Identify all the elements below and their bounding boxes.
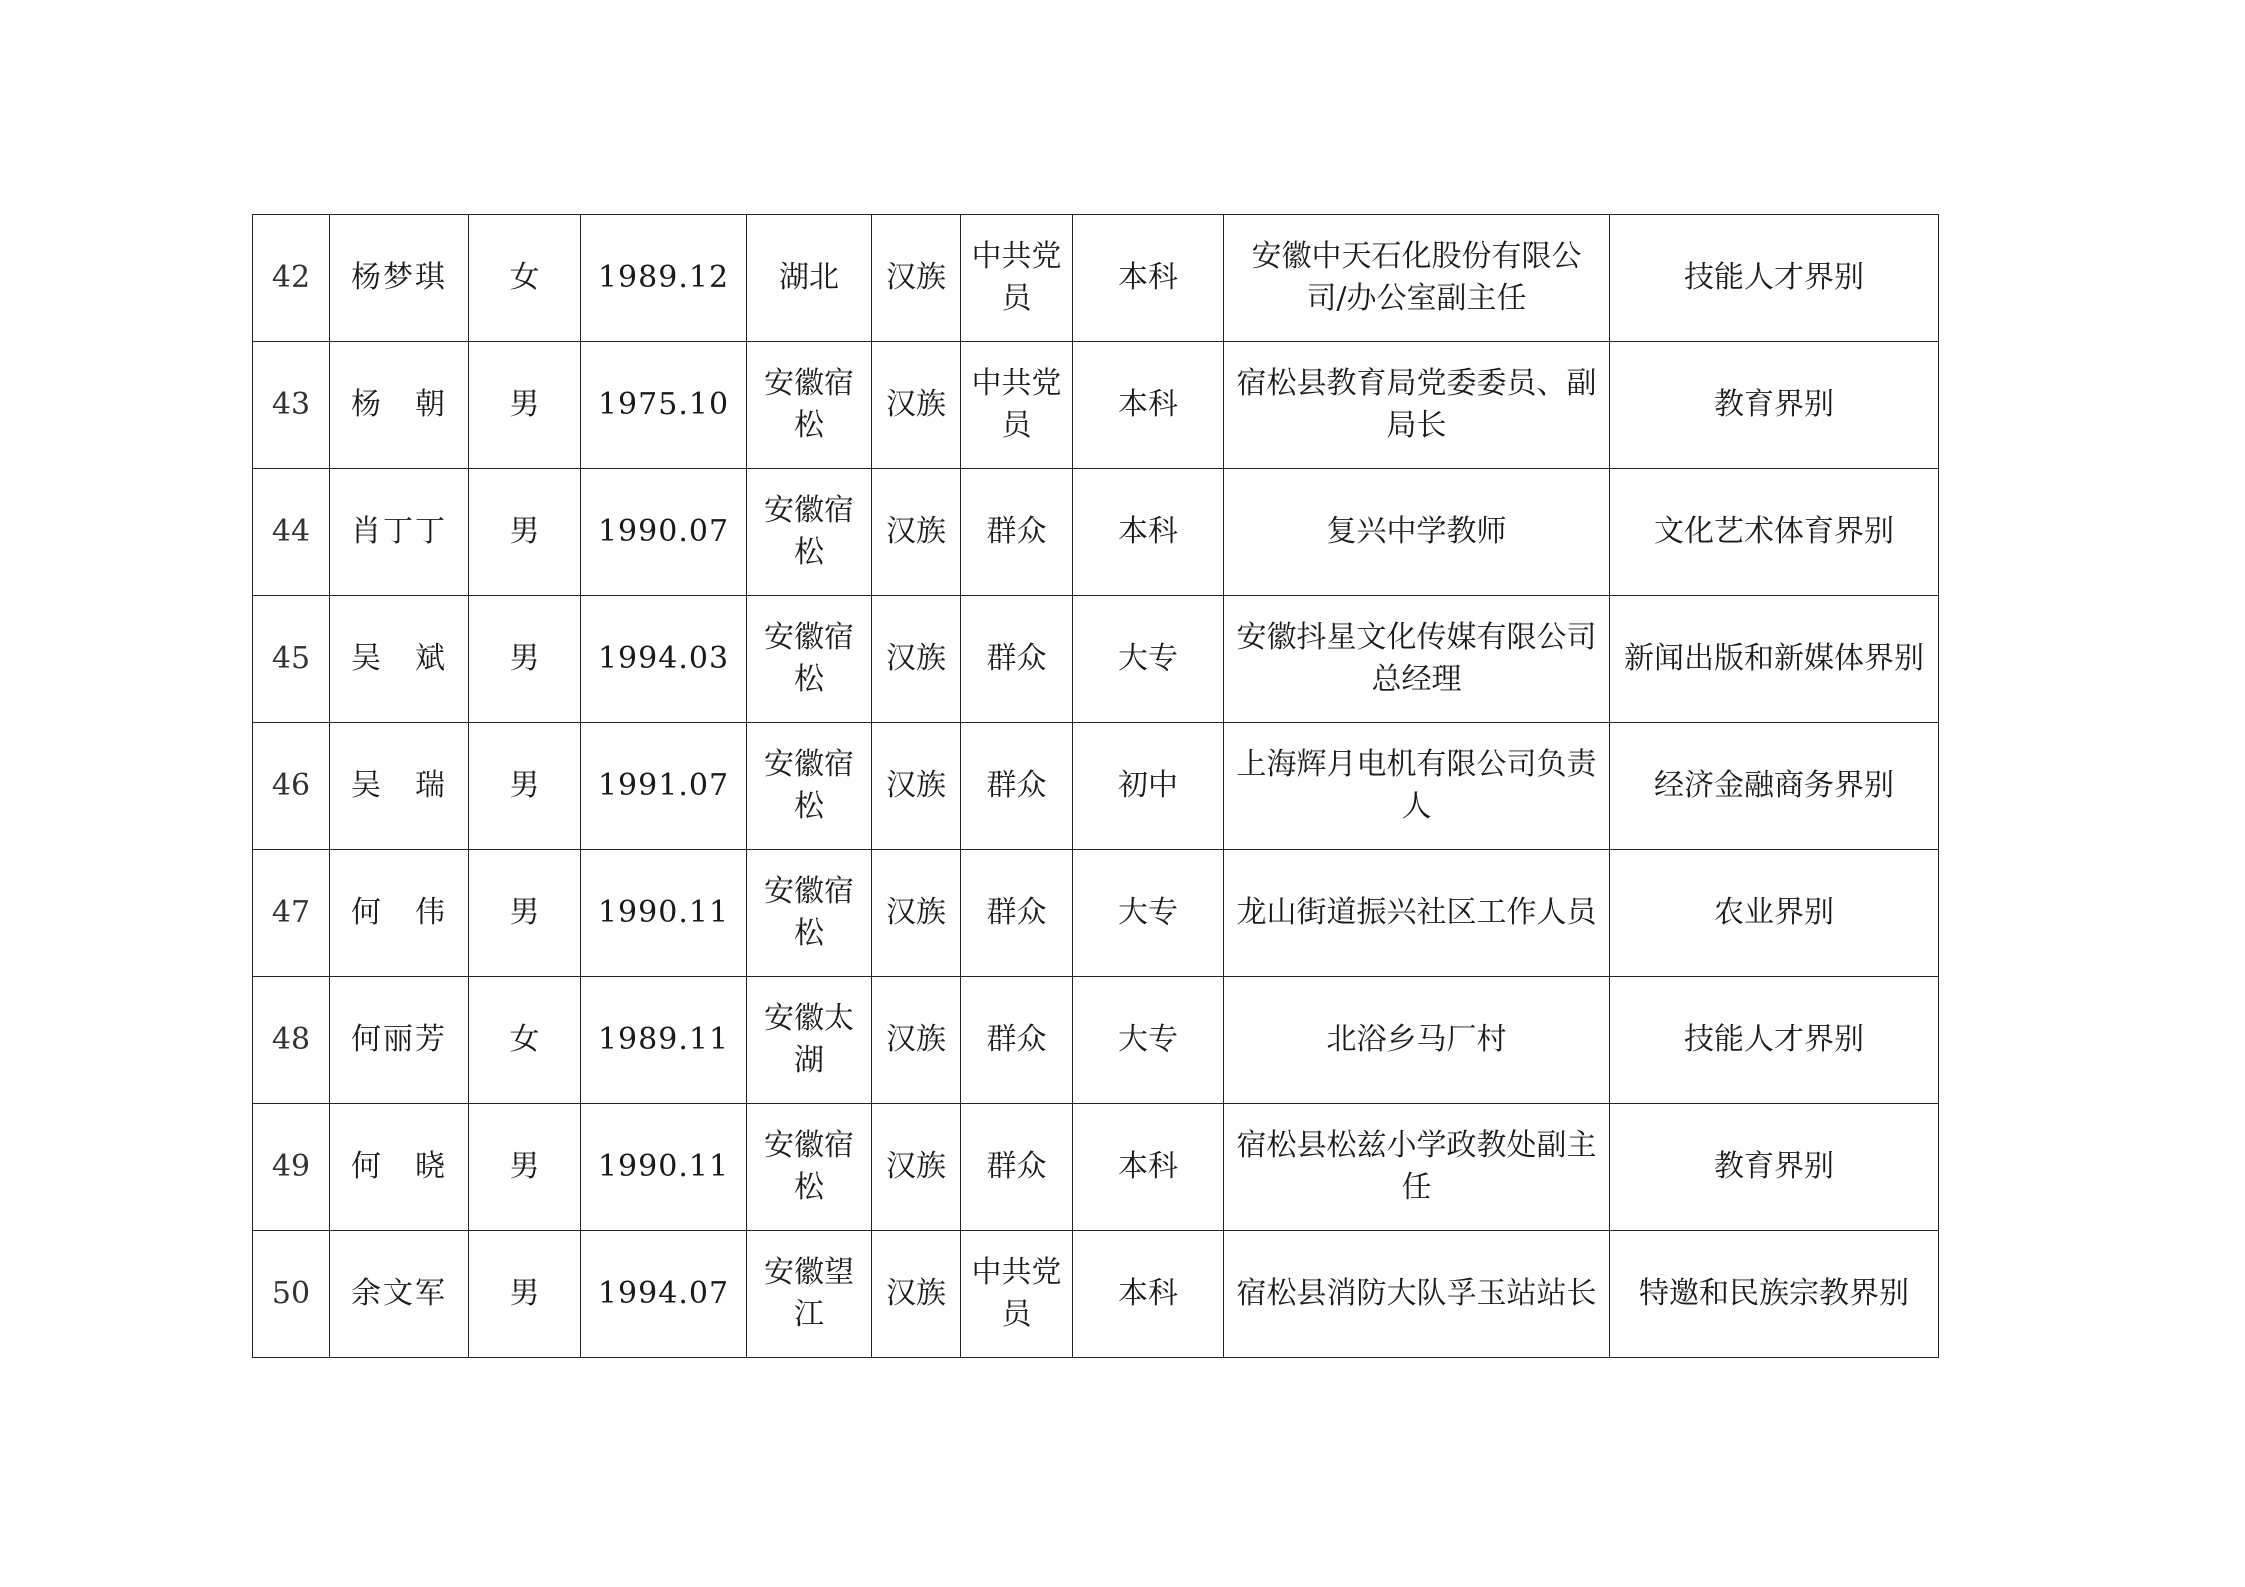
- person-name: 杨 朝: [330, 342, 469, 469]
- sector: 经济金融商务界别: [1610, 723, 1939, 850]
- native-place: 安徽宿松: [747, 850, 872, 977]
- work-unit-position: 龙山街道振兴社区工作人员: [1224, 850, 1610, 977]
- political-status: 中共党员: [961, 342, 1073, 469]
- ethnicity: 汉族: [872, 977, 961, 1104]
- row-number: 50: [253, 1231, 330, 1358]
- work-unit-position: 复兴中学教师: [1224, 469, 1610, 596]
- table-row: [253, 977, 1939, 1104]
- work-unit-position: 上海辉月电机有限公司负责人: [1224, 723, 1610, 850]
- native-place: 安徽宿松: [747, 596, 872, 723]
- row-number: 44: [253, 469, 330, 596]
- birth-date: 1989.12: [581, 215, 747, 342]
- row-number: 42: [253, 215, 330, 342]
- member-roster-table: [252, 214, 1939, 1358]
- political-status: 群众: [961, 469, 1073, 596]
- gender: 男: [469, 596, 581, 723]
- ethnicity: 汉族: [872, 1231, 961, 1358]
- education: 本科: [1073, 1231, 1224, 1358]
- birth-date: 1990.11: [581, 1104, 747, 1231]
- ethnicity: 汉族: [872, 596, 961, 723]
- native-place: 安徽望江: [747, 1231, 872, 1358]
- person-name: 吴 斌: [330, 596, 469, 723]
- birth-date: 1990.11: [581, 850, 747, 977]
- native-place: 安徽宿松: [747, 469, 872, 596]
- table-row: [253, 469, 1939, 596]
- education: 大专: [1073, 850, 1224, 977]
- row-number: 48: [253, 977, 330, 1104]
- birth-date: 1991.07: [581, 723, 747, 850]
- education: 本科: [1073, 469, 1224, 596]
- person-name: 何丽芳: [330, 977, 469, 1104]
- gender: 男: [469, 342, 581, 469]
- education: 本科: [1073, 1104, 1224, 1231]
- native-place: 安徽太湖: [747, 977, 872, 1104]
- work-unit-position: 安徽中天石化股份有限公司/办公室副主任: [1224, 215, 1610, 342]
- ethnicity: 汉族: [872, 850, 961, 977]
- person-name: 肖丁丁: [330, 469, 469, 596]
- work-unit-position: 北浴乡马厂村: [1224, 977, 1610, 1104]
- sector: 特邀和民族宗教界别: [1610, 1231, 1939, 1358]
- political-status: 群众: [961, 596, 1073, 723]
- table-row: [253, 215, 1939, 342]
- sector: 新闻出版和新媒体界别: [1610, 596, 1939, 723]
- political-status: 中共党员: [961, 1231, 1073, 1358]
- roster-body: [253, 215, 1939, 1358]
- political-status: 群众: [961, 850, 1073, 977]
- row-number: 46: [253, 723, 330, 850]
- work-unit-position: 宿松县教育局党委委员、副局长: [1224, 342, 1610, 469]
- sector: 文化艺术体育界别: [1610, 469, 1939, 596]
- native-place: 安徽宿松: [747, 723, 872, 850]
- person-name: 杨梦琪: [330, 215, 469, 342]
- sector: 技能人才界别: [1610, 977, 1939, 1104]
- sector: 教育界别: [1610, 1104, 1939, 1231]
- person-name: 何 晓: [330, 1104, 469, 1231]
- table-row: [253, 342, 1939, 469]
- work-unit-position: 安徽抖星文化传媒有限公司总经理: [1224, 596, 1610, 723]
- table-row: [253, 1104, 1939, 1231]
- row-number: 43: [253, 342, 330, 469]
- sector: 教育界别: [1610, 342, 1939, 469]
- education: 初中: [1073, 723, 1224, 850]
- row-number: 49: [253, 1104, 330, 1231]
- education: 大专: [1073, 596, 1224, 723]
- birth-date: 1990.07: [581, 469, 747, 596]
- work-unit-position: 宿松县消防大队孚玉站站长: [1224, 1231, 1610, 1358]
- gender: 男: [469, 1104, 581, 1231]
- table-row: [253, 1231, 1939, 1358]
- row-number: 47: [253, 850, 330, 977]
- education: 本科: [1073, 342, 1224, 469]
- table-row: [253, 596, 1939, 723]
- native-place: 湖北: [747, 215, 872, 342]
- education: 本科: [1073, 215, 1224, 342]
- political-status: 群众: [961, 1104, 1073, 1231]
- gender: 男: [469, 850, 581, 977]
- person-name: 何 伟: [330, 850, 469, 977]
- gender: 女: [469, 977, 581, 1104]
- birth-date: 1994.03: [581, 596, 747, 723]
- table-row: [253, 723, 1939, 850]
- political-status: 中共党员: [961, 215, 1073, 342]
- ethnicity: 汉族: [872, 723, 961, 850]
- sector: 农业界别: [1610, 850, 1939, 977]
- birth-date: 1975.10: [581, 342, 747, 469]
- table-row: [253, 850, 1939, 977]
- education: 大专: [1073, 977, 1224, 1104]
- gender: 男: [469, 469, 581, 596]
- political-status: 群众: [961, 977, 1073, 1104]
- gender: 男: [469, 1231, 581, 1358]
- native-place: 安徽宿松: [747, 1104, 872, 1231]
- row-number: 45: [253, 596, 330, 723]
- ethnicity: 汉族: [872, 1104, 961, 1231]
- gender: 女: [469, 215, 581, 342]
- ethnicity: 汉族: [872, 342, 961, 469]
- political-status: 群众: [961, 723, 1073, 850]
- native-place: 安徽宿松: [747, 342, 872, 469]
- ethnicity: 汉族: [872, 215, 961, 342]
- sector: 技能人才界别: [1610, 215, 1939, 342]
- birth-date: 1989.11: [581, 977, 747, 1104]
- birth-date: 1994.07: [581, 1231, 747, 1358]
- gender: 男: [469, 723, 581, 850]
- person-name: 余文军: [330, 1231, 469, 1358]
- ethnicity: 汉族: [872, 469, 961, 596]
- work-unit-position: 宿松县松兹小学政教处副主任: [1224, 1104, 1610, 1231]
- person-name: 吴 瑞: [330, 723, 469, 850]
